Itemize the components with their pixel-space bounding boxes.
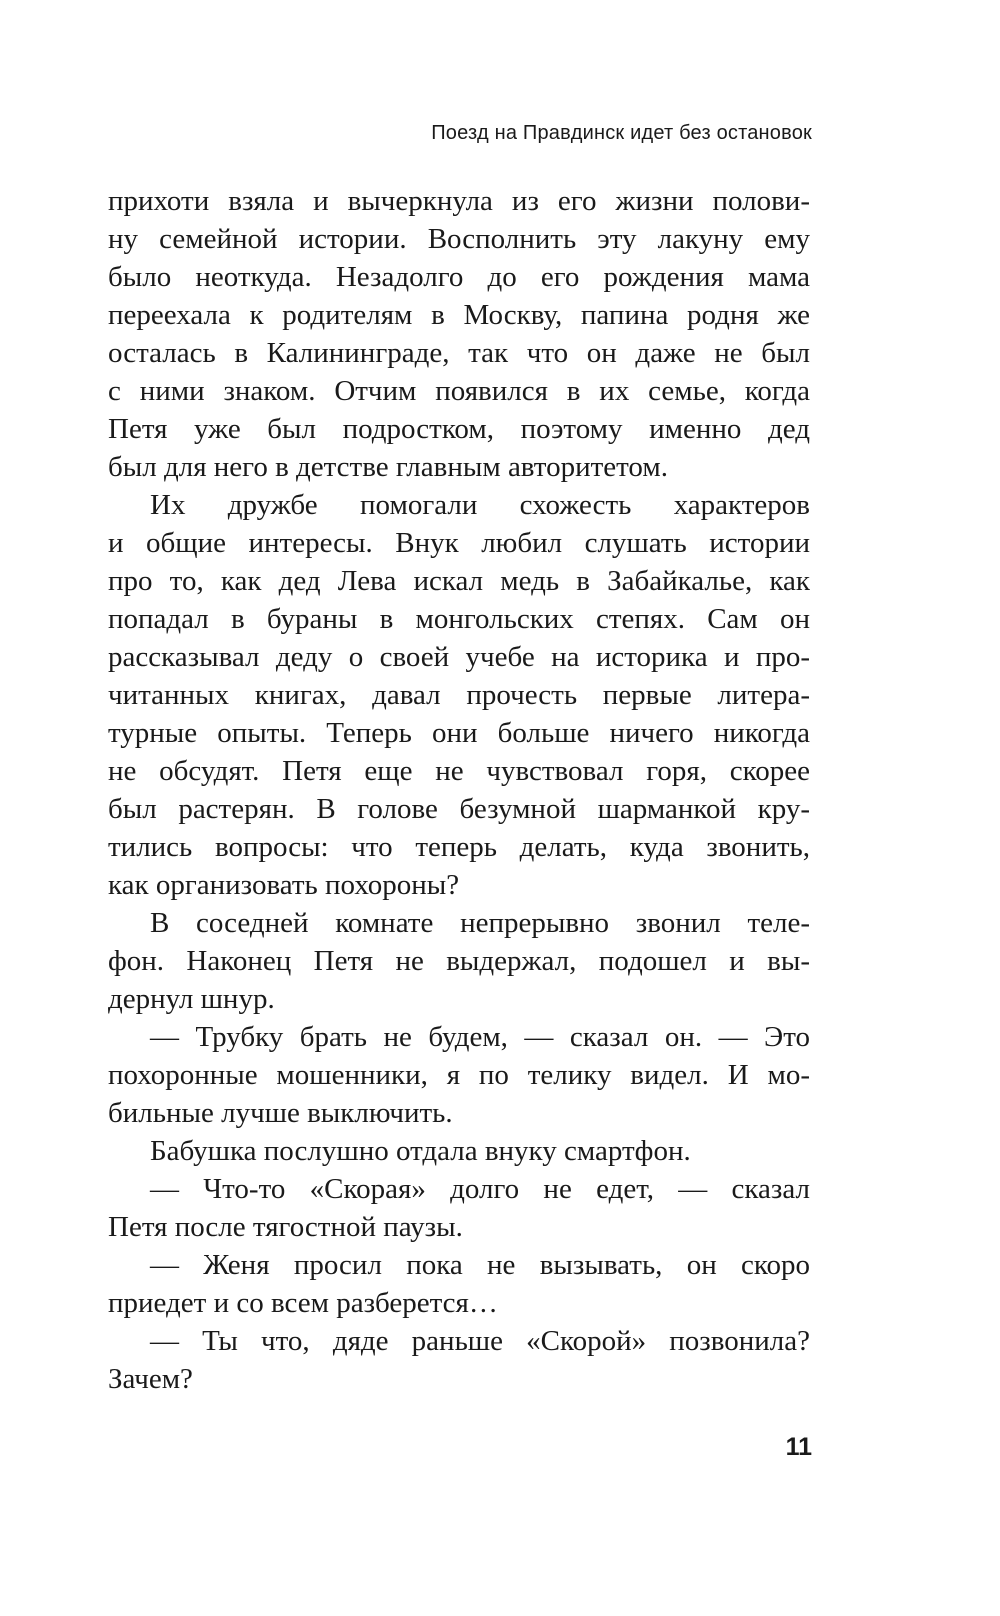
text-line: не обсудят. Петя еще не чувствовал горя, скорее [108, 755, 810, 787]
text-line: был растерян. В голове безумной шарманкой кру- [108, 793, 810, 825]
text-line: бильные лучше выключить. [108, 1097, 453, 1129]
paragraph [108, 486, 810, 904]
page-number: 11 [785, 1433, 812, 1461]
text-line: с ними знаком. Отчим появился в их семье, когда [108, 375, 810, 407]
text-line: переехала к родителям в Москву, папина родня же [108, 299, 810, 331]
text-line: — Женя просил пока не вызывать, он скоро [150, 1249, 810, 1281]
text-line: — Трубку брать не будем, — сказал он. — Это [150, 1021, 810, 1053]
text-line: и общие интересы. Внук любил слушать истории [108, 527, 810, 559]
text-line: рассказывал деду о своей учебе на историка и про- [108, 641, 810, 673]
text-line: попадал в бураны в монгольских степях. Сам он [108, 603, 810, 635]
text-line: — Ты что, дяде раньше «Скорой» позвонила? [150, 1325, 810, 1357]
text-line: Петя уже был подростком, поэтому именно дед [108, 413, 810, 445]
text-line: дернул шнур. [108, 983, 275, 1015]
text-line: В соседней комнате непрерывно звонил теле- [150, 907, 810, 939]
text-line: Бабушка послушно отдала внуку смартфон. [150, 1135, 691, 1167]
text-line: осталась в Калининграде, так что он даже не был [108, 337, 810, 369]
text-line: читанных книгах, давал прочесть первые литера- [108, 679, 810, 711]
dialogue-paragraph [108, 1246, 810, 1322]
running-head: Поезд на Правдинск идет без остановок [431, 122, 812, 144]
text-line: ну семейной истории. Восполнить эту лакуну ему [108, 223, 810, 255]
paragraph [108, 1132, 810, 1170]
text-line: похоронные мошенники, я по телику видел. И мо- [108, 1059, 810, 1091]
text-line: как организовать похороны? [108, 869, 460, 901]
text-line: фон. Наконец Петя не выдержал, подошел и вы- [108, 945, 810, 977]
text-line: было неоткуда. Незадолго до его рождения мама [108, 261, 810, 293]
text-line: — Что-то «Скорая» долго не едет, — сказал [150, 1173, 810, 1205]
text-line: прихоти взяла и вычеркнула из его жизни полови- [108, 185, 810, 217]
paragraph [108, 182, 810, 486]
body-text [108, 182, 810, 1398]
text-line: Зачем? [108, 1363, 193, 1395]
text-line: приедет и со всем разберется… [108, 1287, 498, 1319]
dialogue-paragraph [108, 1322, 810, 1398]
text-line: был для него в детстве главным авторитетом. [108, 451, 668, 483]
text-line: про то, как дед Лева искал медь в Забайкалье, как [108, 565, 810, 597]
text-line: Петя после тягостной паузы. [108, 1211, 463, 1243]
text-line: Их дружбе помогали схожесть характеров [150, 489, 810, 521]
dialogue-paragraph [108, 1170, 810, 1246]
dialogue-paragraph [108, 1018, 810, 1132]
text-line: турные опыты. Теперь они больше ничего никогда [108, 717, 810, 749]
text-line: тились вопросы: что теперь делать, куда звонить, [108, 831, 810, 863]
paragraph [108, 904, 810, 1018]
